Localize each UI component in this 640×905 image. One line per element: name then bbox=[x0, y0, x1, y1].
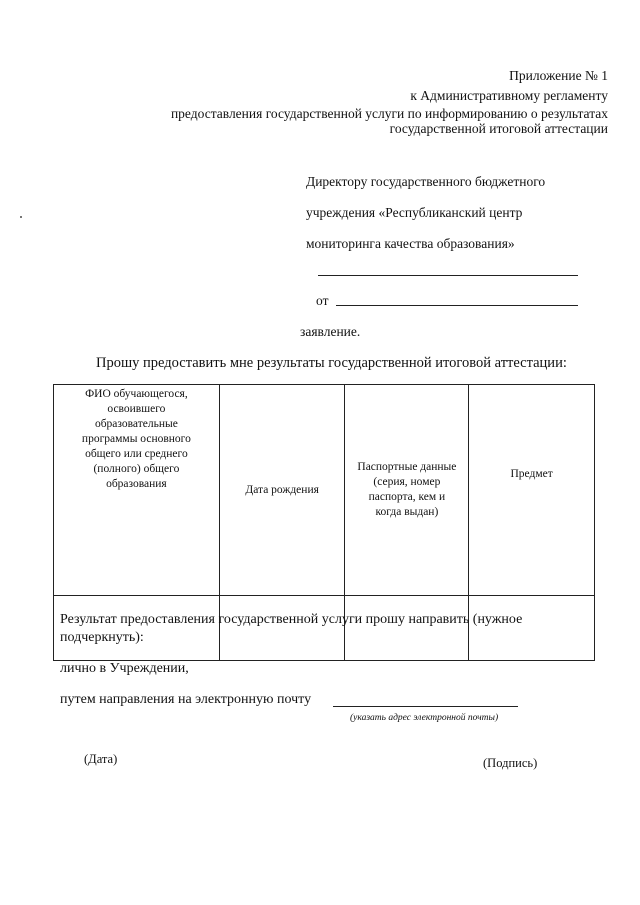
addressee-line-1: Директору государственного бюджетного bbox=[306, 174, 546, 189]
delivery-text-2: подчеркнуть): bbox=[60, 630, 144, 645]
from-label: от bbox=[316, 293, 329, 308]
date-label: (Дата) bbox=[84, 752, 118, 766]
addressee-line-2: учреждения «Республиканский центр bbox=[306, 205, 523, 220]
delivery-option-email[interactable]: путем направления на электронную почту bbox=[60, 692, 312, 707]
document-title: заявление. bbox=[300, 324, 361, 339]
cell-passport[interactable] bbox=[345, 596, 469, 661]
email-hint: (указать адрес электронной почты) bbox=[350, 713, 499, 723]
header-fio: ФИО обучающегося, освоившего образовательные программы основного общего или среднего (полного) общего образования bbox=[54, 385, 220, 596]
from-field-line[interactable] bbox=[336, 305, 578, 306]
header-birth-date: Дата рождения bbox=[219, 385, 345, 596]
appendix-number: Приложение № 1 bbox=[509, 68, 608, 83]
appendix-regulation: к Административному регламенту bbox=[410, 88, 608, 103]
scan-speck bbox=[20, 216, 22, 218]
applicant-name-line[interactable] bbox=[318, 275, 578, 276]
table-row bbox=[54, 596, 595, 661]
appendix-attestation: государственной итоговой аттестации bbox=[389, 121, 608, 136]
addressee-line-3: мониторинга качества образования» bbox=[306, 236, 515, 251]
cell-fio[interactable] bbox=[54, 596, 220, 661]
cell-subject[interactable] bbox=[469, 596, 595, 661]
request-text: Прошу предоставить мне результаты государственной итоговой аттестации: bbox=[96, 355, 567, 371]
delivery-option-in-person[interactable]: лично в Учреждении, bbox=[60, 661, 189, 676]
header-passport: Паспортные данные (серия, номер паспорта, кем и когда выдан) bbox=[345, 385, 469, 596]
signature-label: (Подпись) bbox=[483, 756, 538, 770]
header-subject: Предмет bbox=[469, 385, 595, 596]
table-header-row bbox=[54, 385, 595, 596]
appendix-service: предоставления государственной услуги по информированию о результатах bbox=[170, 106, 608, 121]
email-field-line[interactable] bbox=[333, 706, 518, 707]
cell-birth-date[interactable] bbox=[219, 596, 345, 661]
delivery-text-1: Результат предоставления государственной услуги прошу направить (нужное bbox=[60, 612, 523, 627]
